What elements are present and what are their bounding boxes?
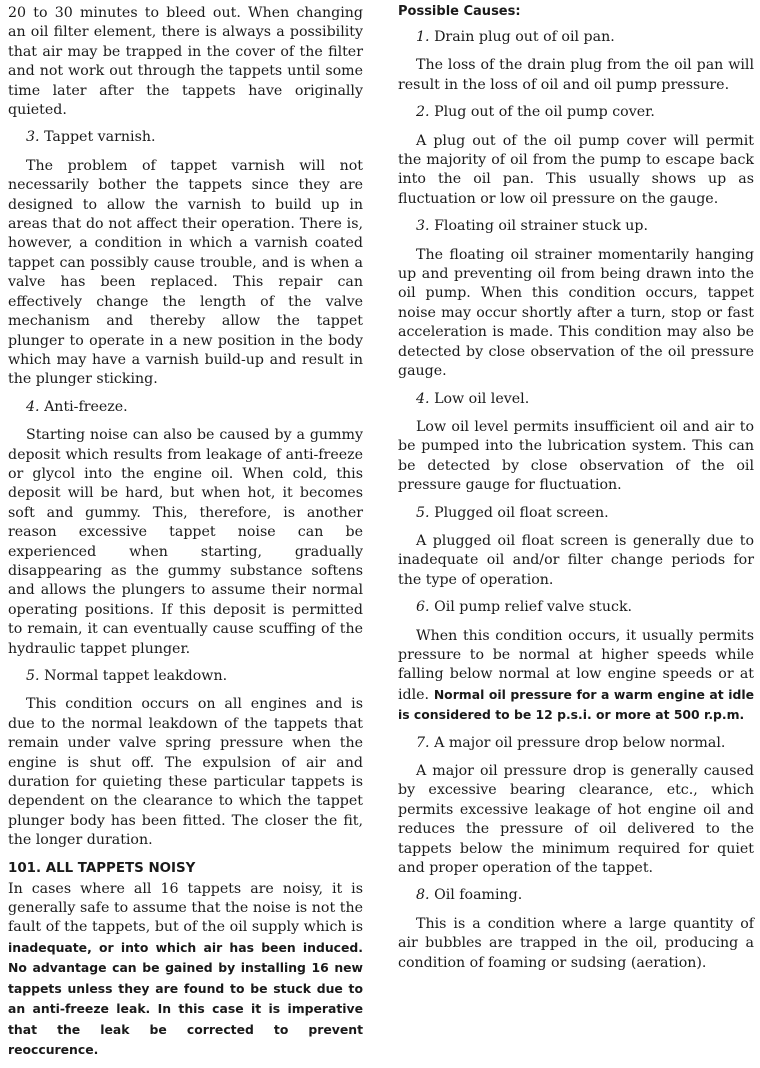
paragraph-pressure-drop: A major oil pressure drop is generally caused by excessive bearing clearance, etc., which permits excessive leakage of hot engine oil and reduces the pressure of oil delivered to the tappets below the minimum required for quiet and proper operation of the tappet. — [398, 763, 754, 877]
item-number: 6. — [416, 599, 430, 616]
list-item-pressure-drop — [398, 734, 754, 753]
list-item-tappet-varnish — [8, 128, 363, 147]
paragraph-float-screen: A plugged oil float screen is generally due to inadequate oil and/or filter change periods for the type of operation. — [398, 532, 754, 588]
paragraph-relief-valve — [398, 627, 754, 726]
possible-causes-heading: Possible Causes: — [398, 4, 521, 19]
section-heading-all-tappets-noisy: 101. ALL TAPPETS NOISY — [8, 860, 196, 876]
list-item-low-oil-level — [398, 390, 754, 409]
emphasized-text: inadequate, or into which air has been induced. No advantage can be gained by installing 16 new tappets unless they are found to be stuck due to an anti-freeze leak. In this case it is imperative that the leak be corrected to prevent reoccurence. — [8, 939, 363, 1057]
list-item-normal-leakdown — [8, 667, 363, 686]
item-number: 7. — [416, 734, 430, 751]
paragraph-drain-plug: The loss of the drain plug from the oil pan will result in the loss of oil and oil pump pressure. — [398, 57, 754, 93]
list-item-anti-freeze — [8, 398, 363, 417]
list-item-relief-valve — [398, 598, 754, 617]
list-item-pump-cover-plug — [398, 103, 754, 122]
paragraph-low-oil-level: Low oil level permits insufficient oil and air to be pumped into the lubrication system. This can be detected by close observation of the oil pressure gauge for fluctuation. — [398, 418, 754, 494]
item-number: 1. — [416, 29, 430, 45]
item-number: 4. — [416, 390, 430, 407]
item-label: Oil foaming. — [434, 887, 523, 904]
left-column — [8, 4, 363, 1068]
list-item-drain-plug — [398, 28, 754, 47]
right-column — [398, 4, 754, 981]
paragraph-text: In cases where all 16 tappets are noisy, it is generally safe to assume that the noise is not the fault of the tappets, but of the oil supply which is — [8, 880, 363, 936]
paragraph-tappet-varnish: The problem of tappet varnish will not necessarily bother the tappets since they are designed to allow the varnish to build up in areas that do not affect their operation. There is, however, a condition in which a varnish coated tappet can possibly cause trouble, and is when a valve has been replaced. This repair can effectively change the length of the valve mechanism and thereby allow the tappet plunger to operate in a new position in the body which may have a varnish build-up and result in the plunger sticking. — [8, 157, 363, 388]
item-number: 4. — [26, 398, 40, 415]
item-label: A major oil pressure drop below normal. — [434, 734, 726, 751]
item-label: Plug out of the oil pump cover. — [434, 104, 655, 121]
paragraph-pump-cover-plug: A plug out of the oil pump cover will permit the majority of oil from the pump to escape back into the oil pan. This usually shows up as fluctuation or low oil pressure on the gauge. — [398, 132, 754, 207]
list-item-oil-foaming — [398, 886, 754, 905]
paragraph-oil-foaming: This is a condition where a large quantity of air bubbles are trapped in the oil, producing a condition of foaming or sudsing (aeration). — [398, 915, 754, 971]
item-label: Low oil level. — [434, 390, 530, 407]
list-item-oil-strainer — [398, 217, 754, 236]
item-label: Plugged oil float screen. — [434, 504, 609, 521]
item-label: Drain plug out of oil pan. — [434, 29, 615, 45]
item-label: Normal tappet leakdown. — [44, 668, 228, 684]
item-number: 5. — [26, 668, 40, 684]
paragraph-anti-freeze: Starting noise can also be caused by a gummy deposit which results from leakage of anti-freeze or glycol into the engine oil. When cold, this deposit will be hard, but when hot, it becomes soft and gummy. This, therefore, is another reason excessive tappet noise can be experienced when starting, gradually disappearing as the gummy substance softens and allows the plungers to assume their normal operating positions. If this deposit is permitted to remain, it can eventually cause scuffing of the hydraulic tappet plunger. — [8, 427, 363, 657]
paragraph-bleed-out: 20 to 30 minutes to bleed out. When changing an oil filter element, there is always a possibility that air may be trapped in the cover of the filter and not work out through the tappets until some time later after the tappets have originally quieted. — [8, 5, 363, 119]
item-label: Floating oil strainer stuck up. — [434, 218, 649, 235]
item-number: 3. — [416, 218, 430, 235]
emphasized-text: Normal oil pressure for a warm engine at idle is considered to be 12 p.s.i. or more at 500 r.p.m. — [398, 686, 754, 723]
item-label: Anti-freeze. — [44, 398, 128, 415]
paragraph-oil-strainer: The floating oil strainer momentarily hanging up and preventing oil from being drawn into the oil pump. When this condition occurs, tappet noise may occur shortly after a turn, stop or fast acceleration is made. This condition may also be detected by close observation of the oil pressure gauge. — [398, 246, 754, 380]
item-label: Tappet varnish. — [44, 129, 156, 146]
item-number: 3. — [26, 129, 40, 146]
paragraph-text: When this condition occurs, it usually permits pressure to be normal at higher speeds while falling below normal at low engine speeds or at idle. — [398, 627, 754, 703]
paragraph-all-tappets-noisy — [8, 880, 363, 1061]
list-item-float-screen — [398, 504, 754, 523]
item-label: Oil pump relief valve stuck. — [434, 599, 633, 616]
item-number: 5. — [416, 504, 430, 521]
paragraph-normal-leakdown: This condition occurs on all engines and is due to the normal leakdown of the tappets that remain under valve spring pressure when the engine is shut off. The expulsion of air and duration for quieting these particular tappets is dependent on the clearance to which the tappet plunger body has been fitted. The closer the fit, the longer duration. — [8, 696, 363, 849]
item-number: 8. — [416, 887, 430, 904]
item-number: 2. — [416, 104, 430, 121]
